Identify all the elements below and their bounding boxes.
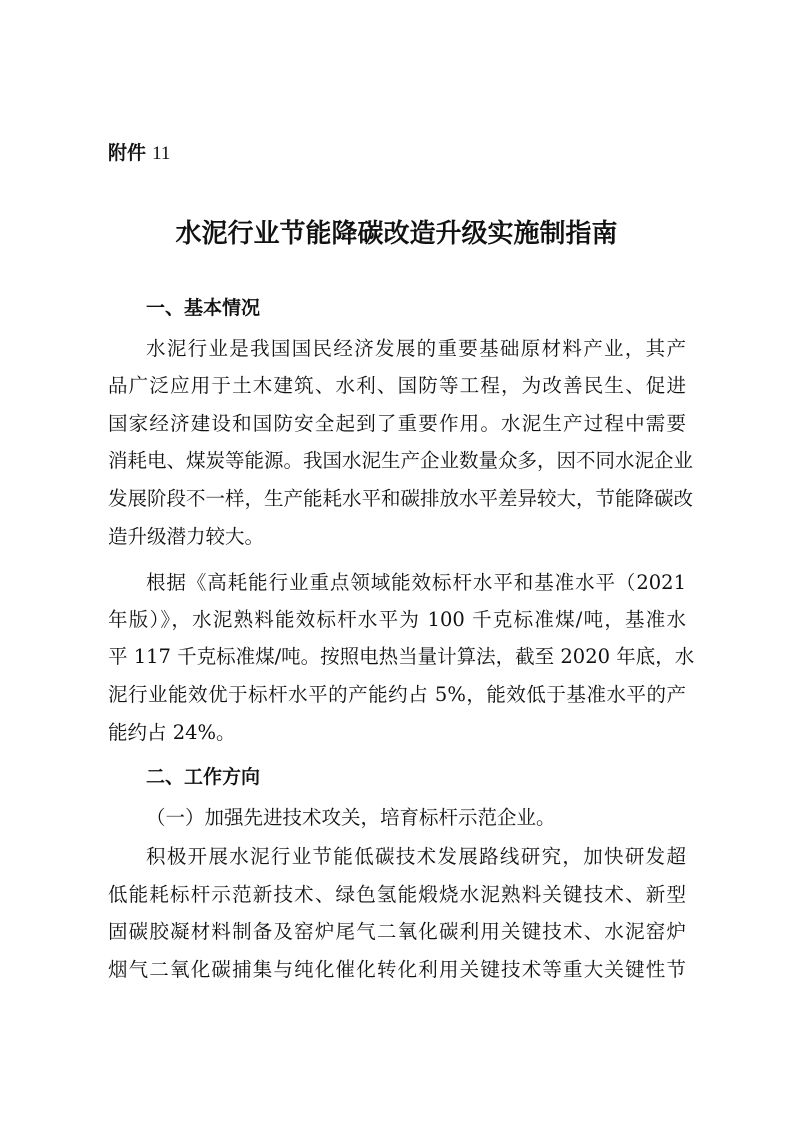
paragraph-line: 品广泛应用于土木建筑、水利、国防等工程，为改善民生、促进 <box>108 374 686 397</box>
attachment-label <box>108 140 170 167</box>
subsection-heading: （一）加强先进技术攻关，培育标杆示范企业。 <box>146 806 556 829</box>
paragraph-line: 消耗电、煤炭等能源。我国水泥生产企业数量众多，因不同水泥企业 <box>108 449 694 472</box>
paragraph-line: 发展阶段不一样，生产能耗水平和碳排放水平差异较大，节能降碳改 <box>108 487 694 510</box>
paragraph-line: 积极开展水泥行业节能低碳技术发展路线研究，加快研发超 <box>146 845 686 868</box>
paragraph-line: 根据《高耗能行业重点领域能效标杆水平和基准水平（2021 <box>146 571 686 594</box>
paragraph-line: 泥行业能效优于标杆水平的产能约占 5%，能效低于基准水平的产 <box>108 683 686 706</box>
paragraph-line: 造升级潜力较大。 <box>108 525 265 548</box>
paragraph-line: 水泥行业是我国国民经济发展的重要基础原材料产业，其产 <box>146 337 686 360</box>
attachment-number: 11 <box>152 143 171 164</box>
document-title: 水泥行业节能降碳改造升级实施制指南 <box>175 219 618 249</box>
section-heading-basic-situation: 一、基本情况 <box>146 297 261 319</box>
paragraph-line: 烟气二氧化碳捕集与纯化催化转化利用关键技术等重大关键性节 <box>108 958 686 981</box>
paragraph-line: 固碳胶凝材料制备及窑炉尾气二氧化碳利用关键技术、水泥窑炉 <box>108 920 686 943</box>
paragraph-line: 平 117 千克标准煤/吨。按照电热当量计算法，截至 2020 年底，水 <box>108 645 695 668</box>
paragraph-line: 年版）》，水泥熟料能效标杆水平为 100 千克标准煤/吨，基准水 <box>108 608 686 631</box>
section-heading-work-direction: 二、工作方向 <box>146 766 261 788</box>
attachment-word: 附件 <box>108 142 147 164</box>
paragraph-line: 国家经济建设和国防安全起到了重要作用。水泥生产过程中需要 <box>108 412 686 435</box>
paragraph-line: 能约占 24%。 <box>108 721 236 744</box>
paragraph-line: 低能耗标杆示范新技术、绿色氢能煅烧水泥熟料关键技术、新型 <box>108 883 686 906</box>
